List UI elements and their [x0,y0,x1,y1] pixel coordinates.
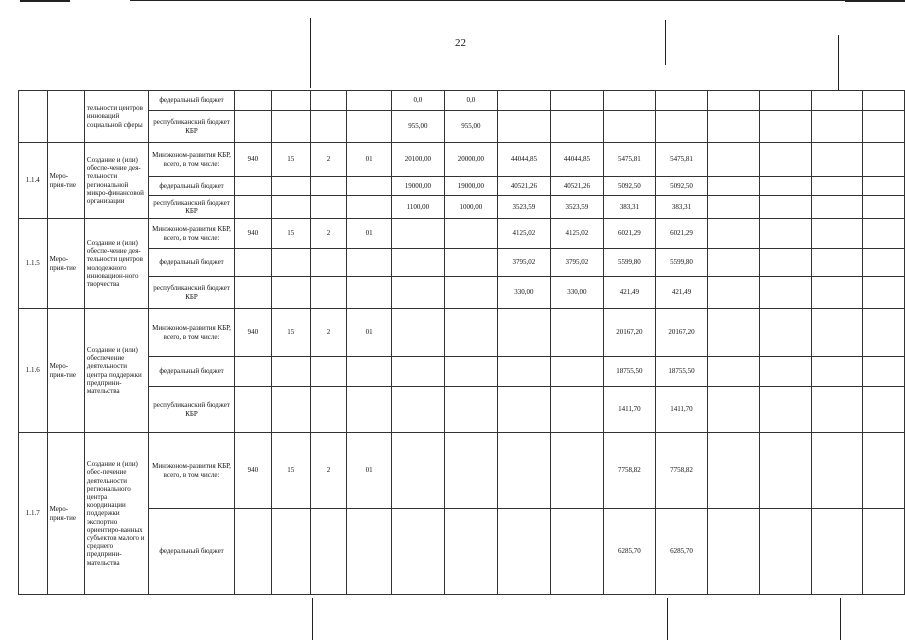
amount-cell [497,357,550,387]
amount-cell [497,309,550,357]
activity-type [47,91,84,143]
activity-type: Меро-прия-тие [47,143,84,219]
amount-cell [759,309,811,357]
amount-cell [707,111,759,143]
funding-source: Минэконом-развития КБР, всего, в том числе: [149,433,235,509]
amount-cell [497,433,550,509]
amount-cell: 3795,02 [550,249,603,277]
funding-source: республиканский бюджет КБР [149,111,235,143]
activity-number: 1.1.4 [19,143,48,219]
scan-line-top [130,0,850,1]
amount-cell [550,387,603,433]
amount-cell [707,143,759,177]
amount-cell [444,509,497,595]
table-row [19,219,905,249]
amount-cell [497,91,550,111]
amount-cell [655,91,707,111]
budget-code-cell [234,509,271,595]
amount-cell [603,111,655,143]
amount-cell: 0,0 [391,91,444,111]
amount-cell: 6021,29 [603,219,655,249]
amount-cell [862,433,904,509]
budget-code-cell [310,249,347,277]
activity-number [19,91,48,143]
amount-cell [444,433,497,509]
activity-name: Создание и (или) обеспечение деятельности центра поддержки предприни-мательства [84,309,148,433]
budget-code-cell: 01 [347,433,392,509]
budget-code-cell [310,509,347,595]
amount-cell [391,387,444,433]
budget-code-cell [347,357,392,387]
amount-cell [759,357,811,387]
amount-cell [444,277,497,309]
amount-cell: 1411,70 [655,387,707,433]
amount-cell [759,249,811,277]
amount-cell: 7758,82 [603,433,655,509]
activity-type: Меро-прия-тие [47,433,84,595]
budget-code-cell: 01 [347,309,392,357]
amount-cell [862,277,904,309]
budget-code-cell [234,111,271,143]
table-row [19,387,905,433]
amount-cell [862,111,904,143]
amount-cell [811,509,862,595]
amount-cell [707,219,759,249]
amount-cell: 44044,85 [497,143,550,177]
amount-cell: 44044,85 [550,143,603,177]
budget-table [18,90,905,595]
budget-code-cell: 15 [271,309,310,357]
table-row [19,277,905,309]
amount-cell [444,219,497,249]
amount-cell [811,433,862,509]
budget-code-cell [271,357,310,387]
amount-cell: 5092,50 [655,177,707,196]
amount-cell [550,111,603,143]
amount-cell: 421,49 [603,277,655,309]
amount-cell [862,387,904,433]
amount-cell [391,277,444,309]
budget-code-cell [347,387,392,433]
amount-cell [759,111,811,143]
amount-cell: 3795,02 [497,249,550,277]
budget-code-cell [271,277,310,309]
scan-line-vertical-3 [838,35,839,90]
table-row [19,509,905,595]
funding-source: федеральный бюджет [149,509,235,595]
amount-cell [391,249,444,277]
budget-code-cell: 940 [234,433,271,509]
budget-code-cell: 15 [271,219,310,249]
amount-cell: 19000,00 [391,177,444,196]
budget-code-cell [234,277,271,309]
table-row [19,196,905,219]
budget-code-cell [347,277,392,309]
amount-cell [707,309,759,357]
budget-code-cell [310,277,347,309]
funding-source: федеральный бюджет [149,249,235,277]
amount-cell [759,277,811,309]
budget-code-cell [271,387,310,433]
amount-cell: 1100,00 [391,196,444,219]
scan-line-vertical-4 [312,598,313,640]
activity-type: Меро-прия-тие [47,219,84,309]
budget-code-cell: 01 [347,143,392,177]
amount-cell [550,91,603,111]
amount-cell [444,249,497,277]
amount-cell: 5475,81 [655,143,707,177]
amount-cell: 5599,80 [655,249,707,277]
amount-cell [707,433,759,509]
amount-cell [811,177,862,196]
budget-code-cell [271,249,310,277]
amount-cell [811,357,862,387]
amount-cell: 1411,70 [603,387,655,433]
amount-cell: 20000,00 [444,143,497,177]
amount-cell [862,219,904,249]
budget-code-cell [310,111,347,143]
activity-number: 1.1.5 [19,219,48,309]
amount-cell: 40521,26 [550,177,603,196]
funding-source: республиканский бюджет КБР [149,387,235,433]
amount-cell: 421,49 [655,277,707,309]
activity-name: тельности центров инноваций социальной сферы [84,91,148,143]
amount-cell: 20100,00 [391,143,444,177]
amount-cell: 330,00 [550,277,603,309]
funding-source: федеральный бюджет [149,357,235,387]
amount-cell [862,177,904,196]
amount-cell [444,309,497,357]
budget-code-cell [347,196,392,219]
amount-cell: 4125,02 [550,219,603,249]
budget-code-cell [310,387,347,433]
amount-cell [811,143,862,177]
activity-name: Создание и (или) обес-печение деятельности регионального центра координации поддержки экспортно ориентиро-ванных субъектов малого и среднего предприни-мательства [84,433,148,595]
amount-cell: 18755,50 [655,357,707,387]
budget-code-cell: 15 [271,143,310,177]
amount-cell [862,357,904,387]
table-row [19,249,905,277]
page-number: 22 [455,37,466,49]
amount-cell [811,196,862,219]
amount-cell [759,509,811,595]
budget-code-cell [234,196,271,219]
amount-cell [811,111,862,143]
scan-line-top-left [20,0,70,2]
budget-code-cell [271,196,310,219]
amount-cell: 4125,02 [497,219,550,249]
scan-line-vertical-5 [667,598,668,640]
budget-code-cell: 01 [347,219,392,249]
amount-cell [707,387,759,433]
amount-cell: 20167,20 [655,309,707,357]
budget-code-cell: 940 [234,309,271,357]
amount-cell: 955,00 [444,111,497,143]
funding-source: федеральный бюджет [149,91,235,111]
activity-number: 1.1.7 [19,433,48,595]
table-row [19,309,905,357]
budget-code-cell [347,509,392,595]
amount-cell [707,177,759,196]
budget-code-cell [234,387,271,433]
amount-cell [550,433,603,509]
budget-code-cell: 940 [234,219,271,249]
amount-cell [707,196,759,219]
budget-code-cell: 2 [310,219,347,249]
amount-cell [811,277,862,309]
amount-cell [707,91,759,111]
funding-source: республиканский бюджет КБР [149,196,235,219]
amount-cell: 6285,70 [603,509,655,595]
amount-cell [759,196,811,219]
budget-code-cell [271,91,310,111]
amount-cell [707,249,759,277]
funding-source: Минэконом-развития КБР, всего, в том числе: [149,219,235,249]
amount-cell: 330,00 [497,277,550,309]
amount-cell [391,309,444,357]
budget-code-cell [271,111,310,143]
amount-cell [707,357,759,387]
budget-code-cell: 940 [234,143,271,177]
amount-cell [550,309,603,357]
budget-code-cell [234,91,271,111]
activity-name: Создание и (или) обеспе-чение дея-тельности региональной микро-финансовой организации [84,143,148,219]
amount-cell: 18755,50 [603,357,655,387]
funding-source: Минэконом-развития КБР, всего, в том числе: [149,143,235,177]
amount-cell [862,309,904,357]
amount-cell [759,177,811,196]
budget-table-body [19,91,905,595]
budget-code-cell [310,91,347,111]
amount-cell [862,91,904,111]
table-row [19,111,905,143]
funding-source: Минэконом-развития КБР, всего, в том числе: [149,309,235,357]
budget-code-cell [271,177,310,196]
table-row [19,91,905,111]
activity-type: Меро-прия-тие [47,309,84,433]
amount-cell [811,219,862,249]
amount-cell: 3523,59 [497,196,550,219]
amount-cell [862,143,904,177]
amount-cell [603,91,655,111]
amount-cell: 0,0 [444,91,497,111]
amount-cell [862,196,904,219]
amount-cell [497,509,550,595]
amount-cell [391,219,444,249]
budget-code-cell [234,177,271,196]
budget-code-cell [234,357,271,387]
amount-cell [655,111,707,143]
amount-cell [444,357,497,387]
amount-cell: 955,00 [391,111,444,143]
scan-line-vertical-2 [665,20,666,65]
amount-cell: 383,31 [655,196,707,219]
amount-cell [391,509,444,595]
amount-cell: 6021,29 [655,219,707,249]
amount-cell: 383,31 [603,196,655,219]
amount-cell [759,143,811,177]
budget-code-cell [310,357,347,387]
amount-cell: 5599,80 [603,249,655,277]
amount-cell [811,91,862,111]
table-row [19,357,905,387]
amount-cell [759,387,811,433]
budget-code-cell [347,249,392,277]
scan-line-vertical-6 [840,598,841,640]
budget-code-cell: 2 [310,433,347,509]
amount-cell: 19000,00 [444,177,497,196]
amount-cell [759,91,811,111]
amount-cell [550,509,603,595]
amount-cell [497,111,550,143]
amount-cell [391,433,444,509]
amount-cell [862,509,904,595]
amount-cell: 1000,00 [444,196,497,219]
amount-cell: 7758,82 [655,433,707,509]
amount-cell [811,387,862,433]
funding-source: федеральный бюджет [149,177,235,196]
table-row [19,177,905,196]
budget-code-cell [347,111,392,143]
amount-cell [811,249,862,277]
budget-code-cell [310,177,347,196]
amount-cell [759,219,811,249]
scan-line-top-right [845,0,905,2]
amount-cell [707,509,759,595]
table-row [19,433,905,509]
amount-cell: 20167,20 [603,309,655,357]
amount-cell [707,277,759,309]
budget-code-cell [271,509,310,595]
amount-cell [550,357,603,387]
table-row [19,143,905,177]
amount-cell: 5475,81 [603,143,655,177]
amount-cell [811,309,862,357]
activity-number: 1.1.6 [19,309,48,433]
amount-cell: 6285,70 [655,509,707,595]
amount-cell: 40521,26 [497,177,550,196]
budget-code-cell [347,177,392,196]
funding-source: республиканский бюджет КБР [149,277,235,309]
budget-code-cell [310,196,347,219]
amount-cell: 3523,59 [550,196,603,219]
budget-code-cell: 15 [271,433,310,509]
budget-code-cell: 2 [310,309,347,357]
budget-code-cell [347,91,392,111]
budget-code-cell: 2 [310,143,347,177]
amount-cell [759,433,811,509]
amount-cell [497,387,550,433]
amount-cell [444,387,497,433]
budget-code-cell [234,249,271,277]
activity-name: Создание и (или) обеспе-чение дея-тельности центров молодежного инновацион-ного творчества [84,219,148,309]
amount-cell: 5092,50 [603,177,655,196]
amount-cell [391,357,444,387]
scan-line-vertical-1 [310,18,311,88]
amount-cell [862,249,904,277]
